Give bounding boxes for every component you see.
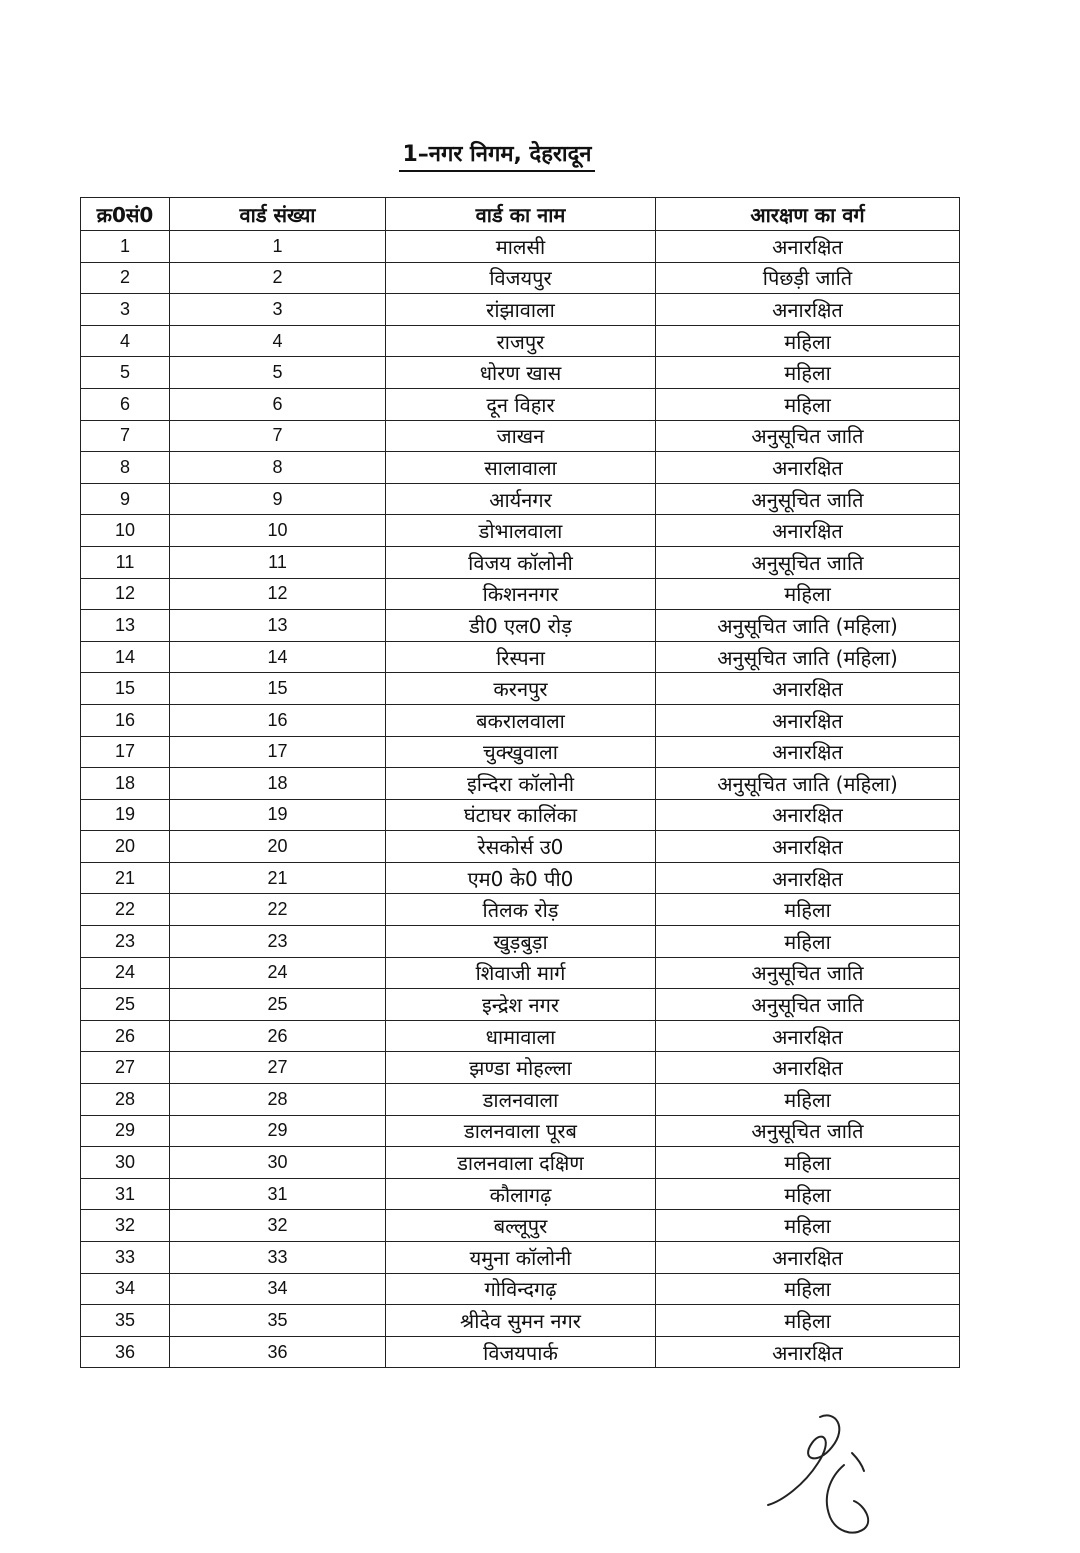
serial-no-cell: 3	[81, 294, 170, 326]
table-row	[81, 420, 960, 452]
ward-name-cell: किशननगर	[386, 578, 656, 610]
reservation-category-cell: महिला	[656, 578, 960, 610]
reservation-category-cell: महिला	[656, 1147, 960, 1179]
reservation-category-cell: महिला	[656, 1178, 960, 1210]
ward-name-cell: रिस्पना	[386, 641, 656, 673]
ward-name-cell: डालनवाला	[386, 1084, 656, 1116]
ward-name-cell: डालनवाला दक्षिण	[386, 1147, 656, 1179]
ward-number-cell: 15	[170, 673, 386, 705]
reservation-category-cell: अनारक्षित	[656, 673, 960, 705]
serial-no-cell: 9	[81, 483, 170, 515]
ward-number-cell: 30	[170, 1147, 386, 1179]
ward-name-cell: इन्दिरा कॉलोनी	[386, 768, 656, 800]
ward-number-cell: 11	[170, 546, 386, 578]
serial-no-cell: 5	[81, 357, 170, 389]
table-row	[81, 1242, 960, 1274]
ward-number-cell: 26	[170, 1020, 386, 1052]
reservation-category-cell: अनुसूचित जाति	[656, 957, 960, 989]
table-row	[81, 325, 960, 357]
reservation-category-cell: अनारक्षित	[656, 1020, 960, 1052]
serial-no-cell: 15	[81, 673, 170, 705]
ward-name-cell: विजयपुर	[386, 262, 656, 294]
ward-number-cell: 21	[170, 862, 386, 894]
ward-name-cell: विजय कॉलोनी	[386, 546, 656, 578]
table-row	[81, 957, 960, 989]
table-row	[81, 1052, 960, 1084]
serial-no-cell: 24	[81, 957, 170, 989]
ward-name-cell: इन्द्रेश नगर	[386, 989, 656, 1021]
serial-no-cell: 8	[81, 452, 170, 484]
table-row	[81, 1084, 960, 1116]
ward-number-cell: 10	[170, 515, 386, 547]
ward-name-cell: शिवाजी मार्ग	[386, 957, 656, 989]
serial-no-cell: 10	[81, 515, 170, 547]
reservation-category-cell: अनुसूचित जाति	[656, 420, 960, 452]
ward-name-cell: गोविन्दगढ़	[386, 1273, 656, 1305]
ward-name-cell: आर्यनगर	[386, 483, 656, 515]
ward-name-cell: डालनवाला पूरब	[386, 1115, 656, 1147]
ward-number-cell: 19	[170, 799, 386, 831]
ward-number-cell: 24	[170, 957, 386, 989]
serial-no-cell: 36	[81, 1336, 170, 1368]
table-body	[81, 231, 960, 1368]
reservation-category-cell: महिला	[656, 1273, 960, 1305]
ward-name-cell: सालावाला	[386, 452, 656, 484]
ward-name-cell: रांझावाला	[386, 294, 656, 326]
ward-number-cell: 17	[170, 736, 386, 768]
page-title-text: 1–नगर निगम, देहरादून	[399, 138, 596, 172]
ward-number-cell: 1	[170, 231, 386, 263]
serial-no-cell: 35	[81, 1305, 170, 1337]
ward-number-cell: 6	[170, 388, 386, 420]
ward-number-cell: 25	[170, 989, 386, 1021]
ward-number-cell: 7	[170, 420, 386, 452]
serial-no-cell: 2	[81, 262, 170, 294]
serial-no-cell: 28	[81, 1084, 170, 1116]
header-ward-number: वार्ड संख्या	[170, 198, 386, 231]
serial-no-cell: 33	[81, 1242, 170, 1274]
table-row	[81, 831, 960, 863]
reservation-category-cell: महिला	[656, 325, 960, 357]
reservation-category-cell: अनारक्षित	[656, 862, 960, 894]
ward-number-cell: 3	[170, 294, 386, 326]
serial-no-cell: 27	[81, 1052, 170, 1084]
serial-no-cell: 17	[81, 736, 170, 768]
reservation-category-cell: अनारक्षित	[656, 799, 960, 831]
serial-no-cell: 1	[81, 231, 170, 263]
table-row	[81, 1210, 960, 1242]
reservation-category-cell: महिला	[656, 1210, 960, 1242]
serial-no-cell: 12	[81, 578, 170, 610]
reservation-category-cell: अनारक्षित	[656, 515, 960, 547]
ward-name-cell: डी0 एल0 रोड़	[386, 610, 656, 642]
ward-number-cell: 34	[170, 1273, 386, 1305]
serial-no-cell: 7	[81, 420, 170, 452]
reservation-category-cell: अनुसूचित जाति	[656, 989, 960, 1021]
ward-number-cell: 20	[170, 831, 386, 863]
serial-no-cell: 26	[81, 1020, 170, 1052]
reservation-category-cell: अनारक्षित	[656, 831, 960, 863]
ward-name-cell: झण्डा मोहल्ला	[386, 1052, 656, 1084]
ward-number-cell: 33	[170, 1242, 386, 1274]
ward-name-cell: मालसी	[386, 231, 656, 263]
table-row	[81, 768, 960, 800]
ward-number-cell: 2	[170, 262, 386, 294]
reservation-category-cell: अनारक्षित	[656, 231, 960, 263]
ward-number-cell: 29	[170, 1115, 386, 1147]
reservation-category-cell: महिला	[656, 1305, 960, 1337]
reservation-category-cell: महिला	[656, 357, 960, 389]
reservation-category-cell: अनारक्षित	[656, 1242, 960, 1274]
table-row	[81, 989, 960, 1021]
reservation-category-cell: अनारक्षित	[656, 1052, 960, 1084]
ward-number-cell: 18	[170, 768, 386, 800]
ward-name-cell: रेसकोर्स उ0	[386, 831, 656, 863]
serial-no-cell: 32	[81, 1210, 170, 1242]
serial-no-cell: 19	[81, 799, 170, 831]
serial-no-cell: 23	[81, 926, 170, 958]
ward-number-cell: 5	[170, 357, 386, 389]
ward-number-cell: 35	[170, 1305, 386, 1337]
table-row	[81, 357, 960, 389]
table-header-row	[81, 198, 960, 231]
ward-reservation-table	[80, 197, 960, 1368]
serial-no-cell: 30	[81, 1147, 170, 1179]
ward-number-cell: 14	[170, 641, 386, 673]
ward-name-cell: कौलागढ़	[386, 1178, 656, 1210]
ward-number-cell: 27	[170, 1052, 386, 1084]
ward-number-cell: 12	[170, 578, 386, 610]
table-row	[81, 641, 960, 673]
serial-no-cell: 31	[81, 1178, 170, 1210]
ward-name-cell: तिलक रोड़	[386, 894, 656, 926]
ward-number-cell: 32	[170, 1210, 386, 1242]
ward-name-cell: विजयपार्क	[386, 1336, 656, 1368]
serial-no-cell: 21	[81, 862, 170, 894]
serial-no-cell: 20	[81, 831, 170, 863]
ward-name-cell: धोरण खास	[386, 357, 656, 389]
ward-name-cell: दून विहार	[386, 388, 656, 420]
table-row	[81, 799, 960, 831]
serial-no-cell: 4	[81, 325, 170, 357]
serial-no-cell: 18	[81, 768, 170, 800]
ward-name-cell: जाखन	[386, 420, 656, 452]
reservation-category-cell: अनुसूचित जाति	[656, 483, 960, 515]
table-row	[81, 926, 960, 958]
serial-no-cell: 6	[81, 388, 170, 420]
table-row	[81, 894, 960, 926]
serial-no-cell: 34	[81, 1273, 170, 1305]
table-row	[81, 1305, 960, 1337]
table-row	[81, 546, 960, 578]
ward-name-cell: यमुना कॉलोनी	[386, 1242, 656, 1274]
ward-name-cell: चुक्खुवाला	[386, 736, 656, 768]
reservation-category-cell: अनुसूचित जाति	[656, 546, 960, 578]
ward-number-cell: 16	[170, 704, 386, 736]
signature-icon	[760, 1405, 880, 1545]
table-row	[81, 610, 960, 642]
ward-number-cell: 23	[170, 926, 386, 958]
reservation-category-cell: अनारक्षित	[656, 704, 960, 736]
page-title	[0, 138, 1080, 172]
reservation-category-cell: पिछड़ी जाति	[656, 262, 960, 294]
ward-number-cell: 36	[170, 1336, 386, 1368]
ward-number-cell: 28	[170, 1084, 386, 1116]
table-row	[81, 262, 960, 294]
ward-name-cell: डोभालवाला	[386, 515, 656, 547]
table-row	[81, 294, 960, 326]
ward-name-cell: घंटाघर कालिंका	[386, 799, 656, 831]
reservation-category-cell: अनुसूचित जाति (महिला)	[656, 610, 960, 642]
serial-no-cell: 22	[81, 894, 170, 926]
ward-number-cell: 22	[170, 894, 386, 926]
reservation-category-cell: अनुसूचित जाति (महिला)	[656, 641, 960, 673]
ward-number-cell: 9	[170, 483, 386, 515]
ward-number-cell: 4	[170, 325, 386, 357]
reservation-category-cell: महिला	[656, 388, 960, 420]
reservation-category-cell: महिला	[656, 926, 960, 958]
ward-number-cell: 13	[170, 610, 386, 642]
reservation-category-cell: अनारक्षित	[656, 294, 960, 326]
ward-name-cell: खुड़बुड़ा	[386, 926, 656, 958]
table-row	[81, 231, 960, 263]
table-row	[81, 1178, 960, 1210]
ward-name-cell: श्रीदेव सुमन नगर	[386, 1305, 656, 1337]
reservation-category-cell: अनारक्षित	[656, 736, 960, 768]
serial-no-cell: 25	[81, 989, 170, 1021]
table-row	[81, 483, 960, 515]
table-row	[81, 452, 960, 484]
header-ward-name: वार्ड का नाम	[386, 198, 656, 231]
header-serial-no: क्र0सं0	[81, 198, 170, 231]
table-row	[81, 515, 960, 547]
reservation-category-cell: अनारक्षित	[656, 452, 960, 484]
table-row	[81, 736, 960, 768]
reservation-category-cell: महिला	[656, 1084, 960, 1116]
ward-name-cell: धामावाला	[386, 1020, 656, 1052]
table-row	[81, 704, 960, 736]
ward-name-cell: राजपुर	[386, 325, 656, 357]
serial-no-cell: 11	[81, 546, 170, 578]
reservation-category-cell: अनुसूचित जाति (महिला)	[656, 768, 960, 800]
ward-name-cell: बल्लूपुर	[386, 1210, 656, 1242]
table-row	[81, 388, 960, 420]
table-row	[81, 1115, 960, 1147]
serial-no-cell: 14	[81, 641, 170, 673]
ward-name-cell: बकरालवाला	[386, 704, 656, 736]
table-row	[81, 1020, 960, 1052]
table-row	[81, 862, 960, 894]
reservation-category-cell: अनारक्षित	[656, 1336, 960, 1368]
ward-name-cell: एम0 के0 पी0	[386, 862, 656, 894]
ward-name-cell: करनपुर	[386, 673, 656, 705]
table-row	[81, 1336, 960, 1368]
ward-number-cell: 31	[170, 1178, 386, 1210]
table-row	[81, 1273, 960, 1305]
serial-no-cell: 29	[81, 1115, 170, 1147]
ward-number-cell: 8	[170, 452, 386, 484]
reservation-category-cell: अनुसूचित जाति	[656, 1115, 960, 1147]
header-reservation-category: आरक्षण का वर्ग	[656, 198, 960, 231]
serial-no-cell: 16	[81, 704, 170, 736]
serial-no-cell: 13	[81, 610, 170, 642]
table-row	[81, 673, 960, 705]
table-row	[81, 1147, 960, 1179]
table-row	[81, 578, 960, 610]
reservation-category-cell: महिला	[656, 894, 960, 926]
